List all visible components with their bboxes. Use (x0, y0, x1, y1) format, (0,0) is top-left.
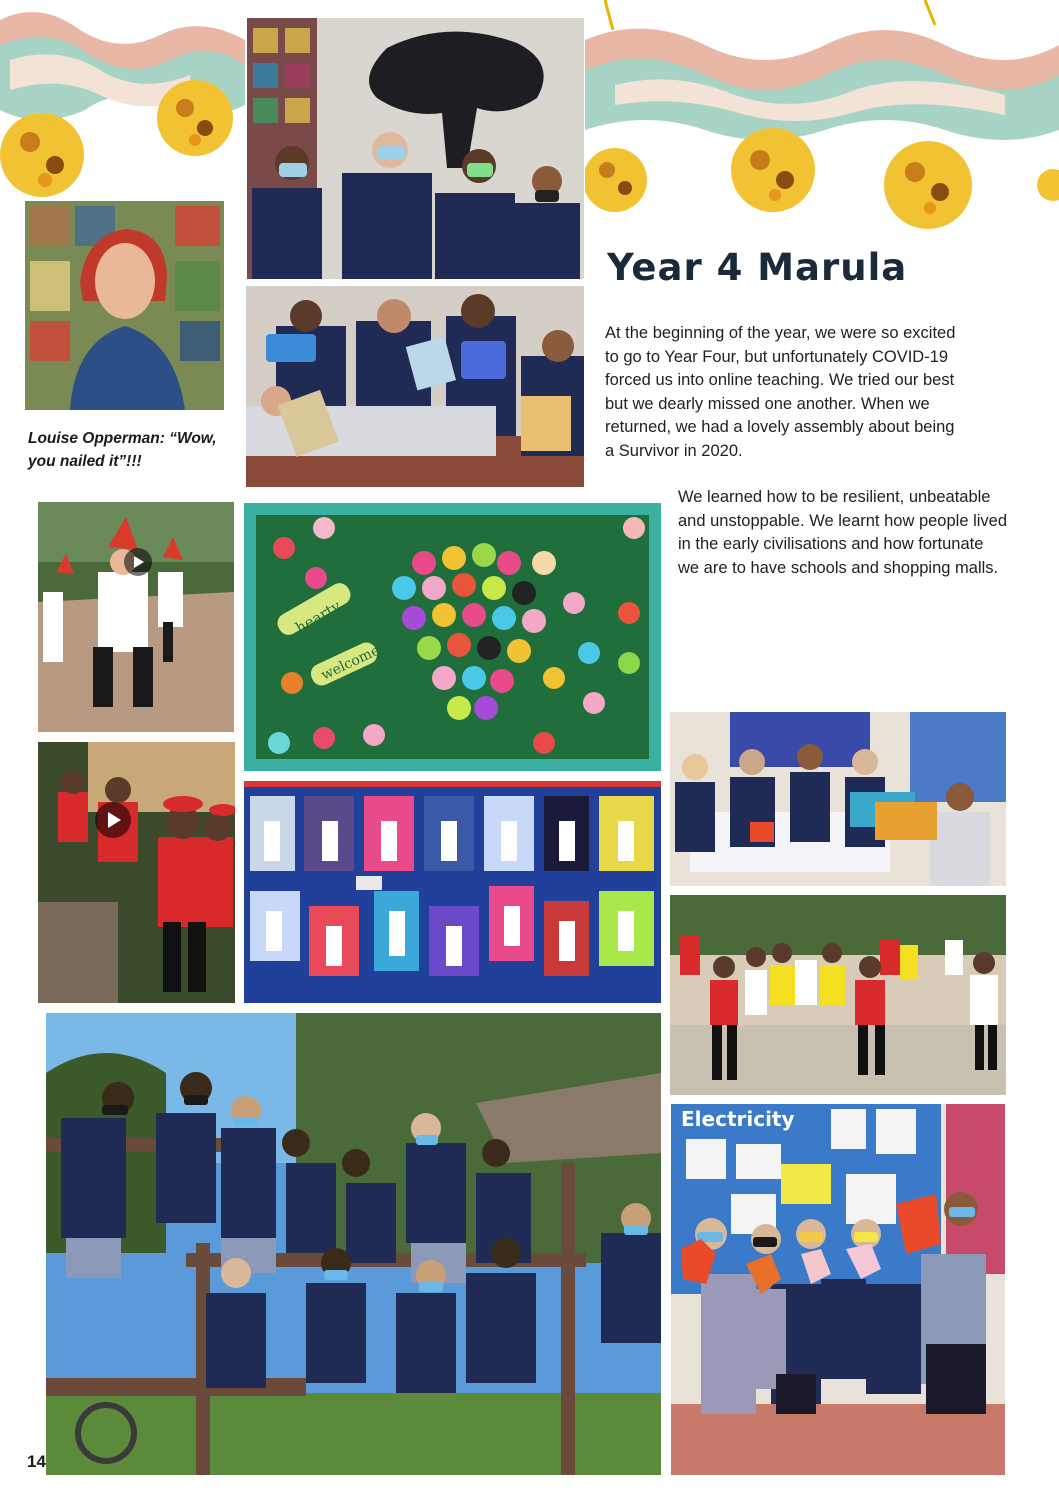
photo-caption-louise: Louise Opperman: “Wow, you nailed it”!!! (28, 430, 217, 470)
photo-students-reading (246, 286, 584, 487)
photo-students-tree-mural (247, 18, 584, 279)
photo-electricity-board-students (671, 1104, 1005, 1475)
bunting-left-decoration (0, 0, 250, 205)
photo-students-dancing-hall (670, 895, 1006, 1095)
bunting-right-decoration (585, 0, 1059, 232)
board-hearty-label: hearty (292, 596, 344, 638)
page-title: Year 4 Marula (607, 246, 908, 289)
photo-art-class (670, 712, 1006, 886)
page-number: 14 (27, 1452, 46, 1471)
intro-paragraph: At the beginning of the year, we were so excited to go to Year Four, but unfortunately COVID-19 forced us into online teaching. We tried our best but we dearly missed one another. When we returned, we had a lovely assembly about being a Survivor in 2020. (605, 324, 956, 460)
photo-louise-opperman (25, 201, 224, 410)
board-electricity-label: Electricity (681, 1107, 795, 1131)
second-paragraph: We learned how to be resilient, unbeatable and unstoppable. We learnt how people lived in the early civilisations and how fortunate we are to have schools and shopping malls. (678, 488, 1008, 577)
photo-students-red-shirts (38, 742, 235, 1003)
photo-hearty-welcome-board (244, 503, 661, 771)
photo-group-climbing-frame (46, 1013, 661, 1475)
board-welcome-label: welcome (318, 642, 383, 684)
photo-penguin-artwork-board (244, 781, 661, 1003)
photo-students-dancing-santa-hats (38, 502, 234, 732)
